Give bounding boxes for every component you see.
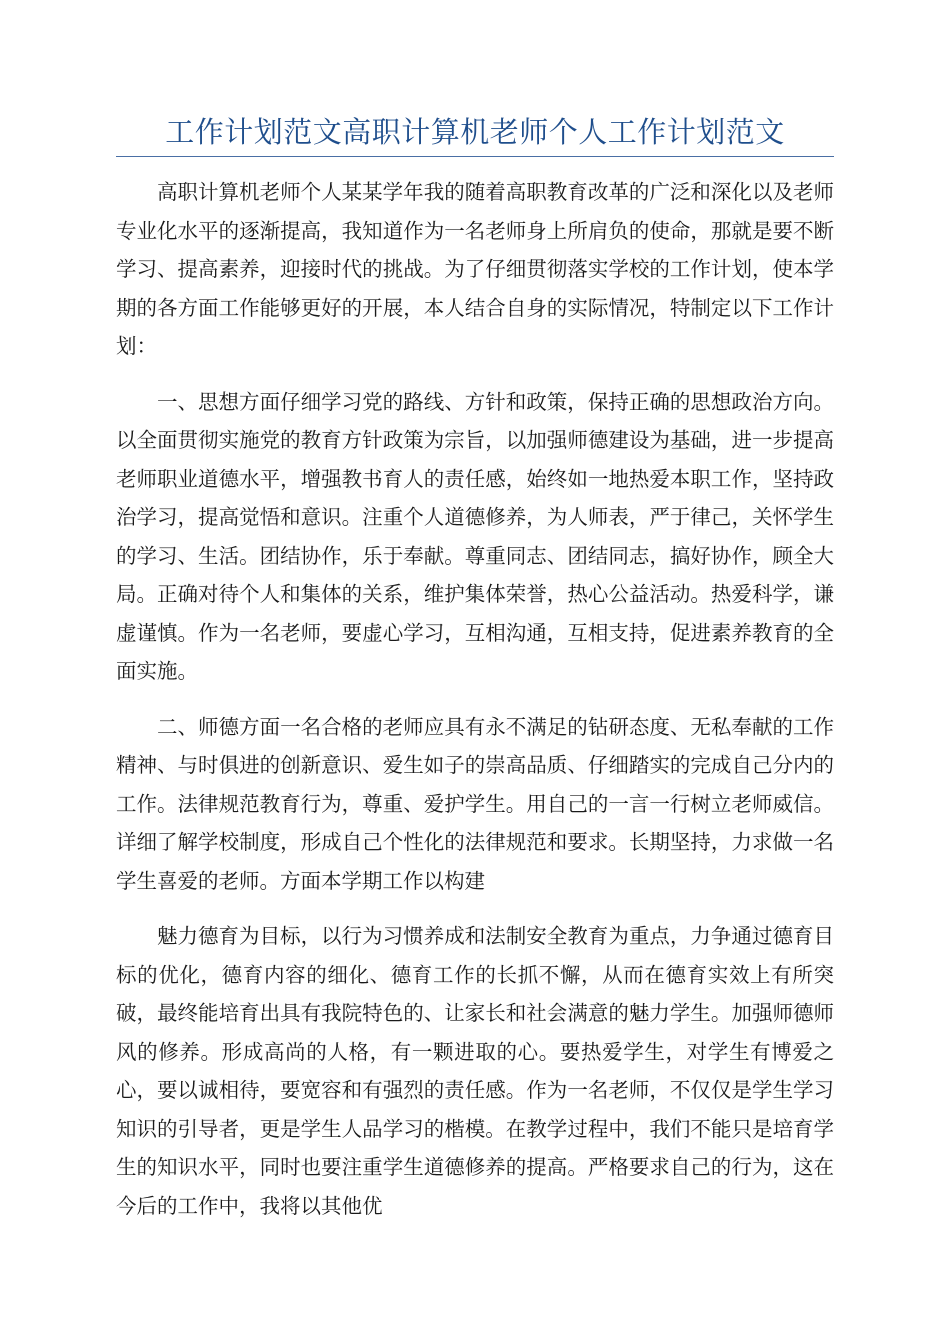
paragraph-ideology: 一、思想方面仔细学习党的路线、方针和政策，保持正确的思想政治方向。以全面贯彻实施党的教育方针政策为宗旨，以加强师德建设为基础，进一步提高老师职业道德水平，增强教书育人的责任感，始终如一地热爱本职工作，坚持政治学习，提高觉悟和意识。注重个人道德修养，为人师表，严于律己，关怀学生的学习、生活。团结协作，乐于奉献。尊重同志、团结同志，搞好协作，顾全大局。正确对待个人和集体的关系，维护集体荣誉，热心公益活动。热爱科学，谦虚谨慎。作为一名老师，要虚心学习，互相沟通，互相支持，促进素养教育的全面实施。	[116, 389, 834, 683]
paragraph-ethics: 二、师德方面一名合格的老师应具有永不满足的钻研态度、无私奉献的工作精神、与时俱进的创新意识、爱生如子的崇高品质、仔细踏实的完成自己分内的工作。法律规范教育行为，尊重、爱护学生。用自己的一言一行树立老师威信。详细了解学校制度，形成自己个性化的法律规范和要求。长期坚持，力求做一名学生喜爱的老师。方面本学期工作以构建	[116, 714, 834, 893]
paragraph-moral-education: 魅力德育为目标，以行为习惯养成和法制安全教育为重点，力争通过德育目标的优化，德育内容的细化、德育工作的长抓不懈，从而在德育实效上有所突破，最终能培育出具有我院特色的、让家长和社会满意的魅力学生。加强师德师风的修养。形成高尚的人格，有一颗进取的心。要热爱学生，对学生有博爱之心，要以诚相待，要宽容和有强烈的责任感。作为一名老师，不仅仅是学生学习知识的引导者，更是学生人品学习的楷模。在教学过程中，我们不能只是培育学生的知识水平，同时也要注重学生道德修养的提高。严格要求自己的行为，这在今后的工作中，我将以其他优	[116, 924, 834, 1218]
paragraph-intro: 高职计算机老师个人某某学年我的随着高职教育改革的广泛和深化以及老师专业化水平的逐渐提高，我知道作为一名老师身上所肩负的使命，那就是要不断学习、提高素养，迎接时代的挑战。为了仔细贯彻落实学校的工作计划，使本学期的各方面工作能够更好的开展，本人结合自身的实际情况，特制定以下工作计划：	[116, 180, 834, 358]
document-title: 工作计划范文高职计算机老师个人工作计划范文	[165, 115, 785, 149]
title-block	[116, 112, 834, 157]
document-body	[116, 173, 834, 1242]
